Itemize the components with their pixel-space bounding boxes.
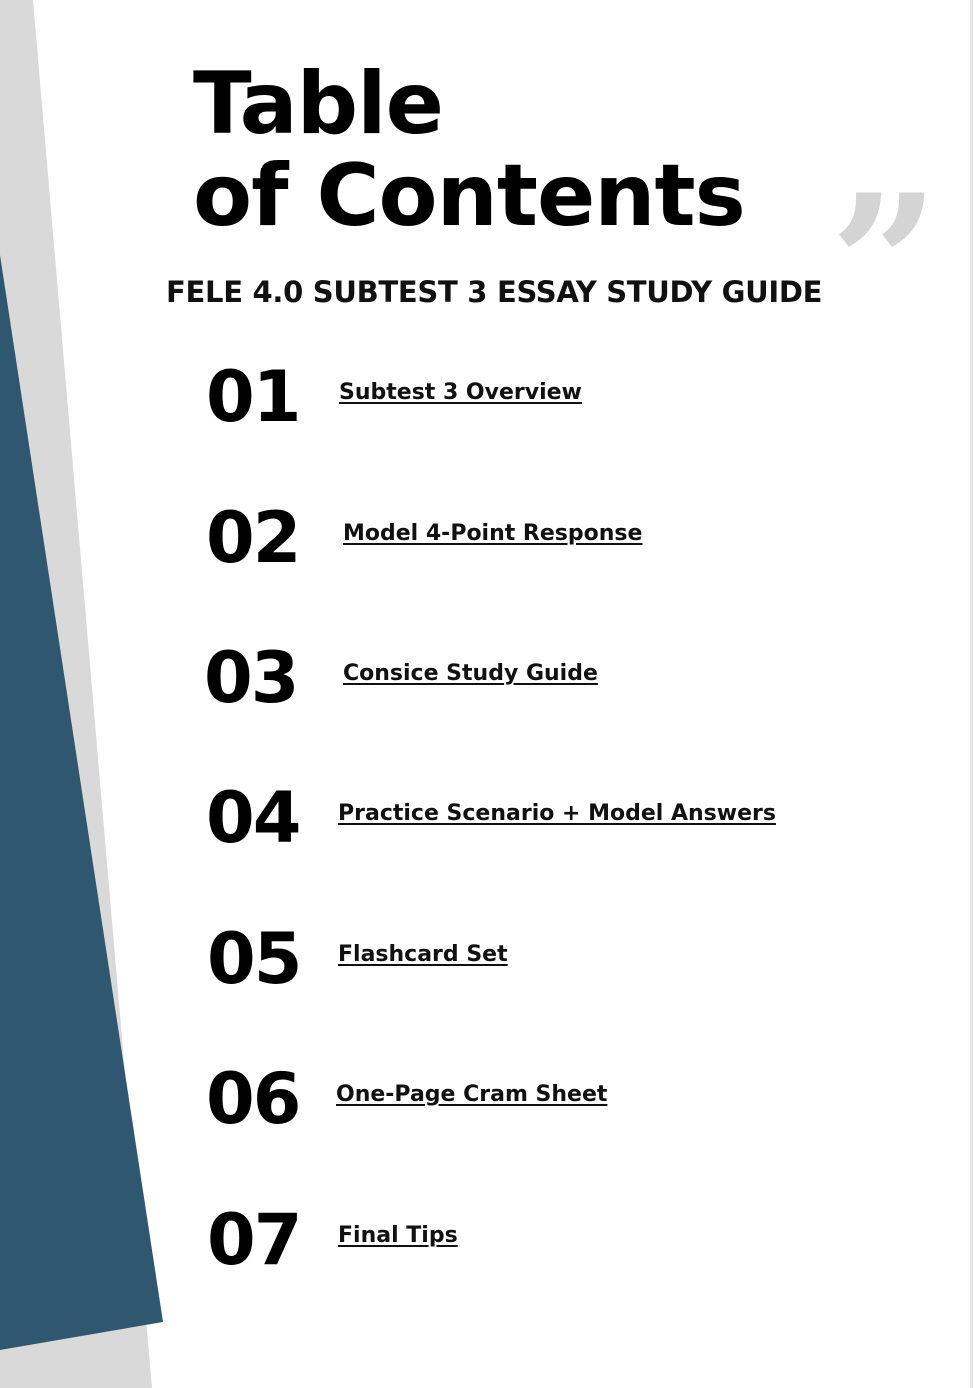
toc-number: 07: [207, 1199, 301, 1281]
toc-link-consice-study-guide[interactable]: Consice Study Guide: [343, 661, 598, 686]
toc-link-practice-scenario[interactable]: Practice Scenario + Model Answers: [338, 801, 776, 826]
page-title-line-1: Table: [193, 54, 443, 154]
quote-mark-icon: ”: [830, 153, 940, 376]
toc-number: 04: [206, 777, 300, 859]
toc-number: 06: [206, 1058, 300, 1140]
toc-number: 02: [206, 497, 300, 579]
toc-link-model-4-point-response[interactable]: Model 4-Point Response: [343, 521, 643, 546]
toc-link-flashcard-set[interactable]: Flashcard Set: [338, 942, 508, 967]
document-subtitle: FELE 4.0 SUBTEST 3 ESSAY STUDY GUIDE: [166, 275, 823, 309]
toc-link-subtest-3-overview[interactable]: Subtest 3 Overview: [339, 380, 582, 405]
toc-link-final-tips[interactable]: Final Tips: [338, 1223, 458, 1248]
page-title-line-2: of Contents: [193, 146, 745, 246]
toc-number: 03: [204, 637, 298, 719]
toc-number: 05: [207, 918, 301, 1000]
toc-number: 01: [206, 356, 300, 438]
toc-link-one-page-cram-sheet[interactable]: One-Page Cram Sheet: [336, 1082, 608, 1107]
